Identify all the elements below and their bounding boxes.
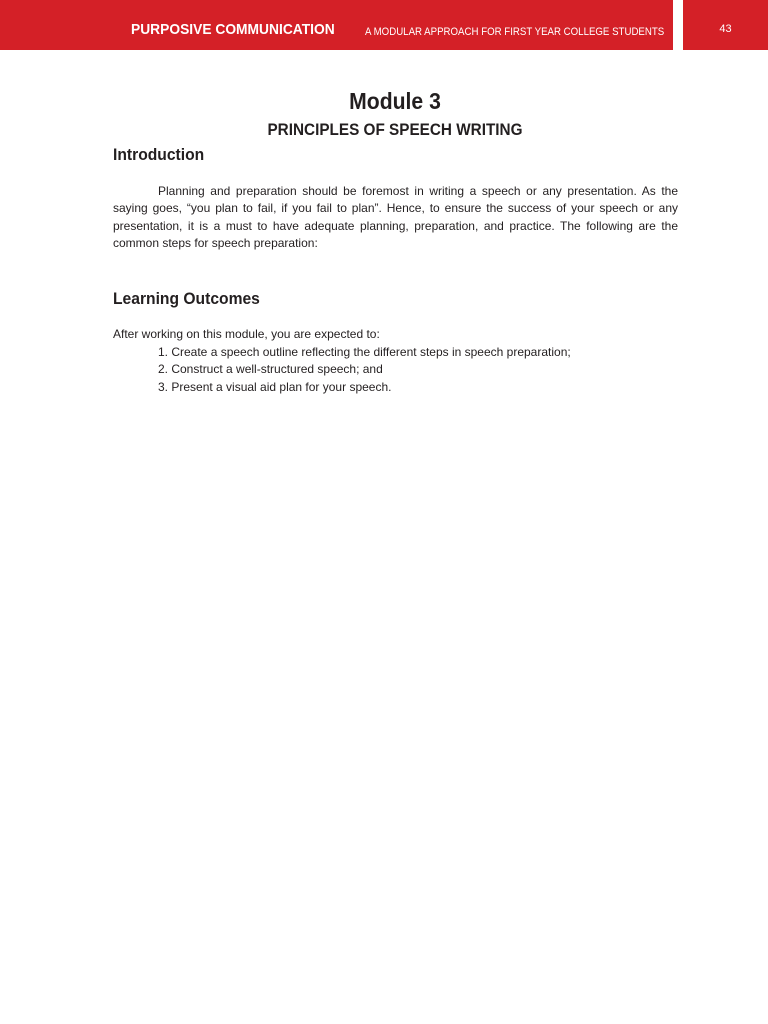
book-title: PURPOSIVE COMMUNICATION — [131, 21, 335, 38]
header-band — [0, 0, 673, 50]
module-title: Module 3 — [349, 88, 441, 114]
page-number: 43 — [719, 23, 732, 35]
introduction-heading: Introduction — [113, 145, 205, 164]
learning-outcomes-list — [158, 344, 571, 396]
learning-outcome-item: 1. Create a speech outline reflecting the different steps in speech preparation; — [158, 345, 571, 359]
module-subtitle: PRINCIPLES OF SPEECH WRITING — [267, 120, 523, 139]
learning-outcomes-lead: After working on this module, you are expected to: — [113, 327, 380, 341]
book-subtitle: A MODULAR APPROACH FOR FIRST YEAR COLLEGE STUDENTS — [365, 26, 665, 38]
learning-outcomes-heading: Learning Outcomes — [113, 289, 260, 308]
learning-outcome-item: 3. Present a visual aid plan for your speech. — [158, 379, 392, 394]
introduction-paragraph: Planning and preparation should be foremost in writing a speech or any presentation. As the saying goes, “you plan to fail, if you fail to plan”. Hence, to ensure the success of your speech or any presentation, it is a must to have adequate planning, preparation, and practice. The following are the common steps for speech preparation: — [113, 184, 678, 250]
learning-outcome-item: 2. Construct a well-structured speech; and — [158, 362, 383, 377]
